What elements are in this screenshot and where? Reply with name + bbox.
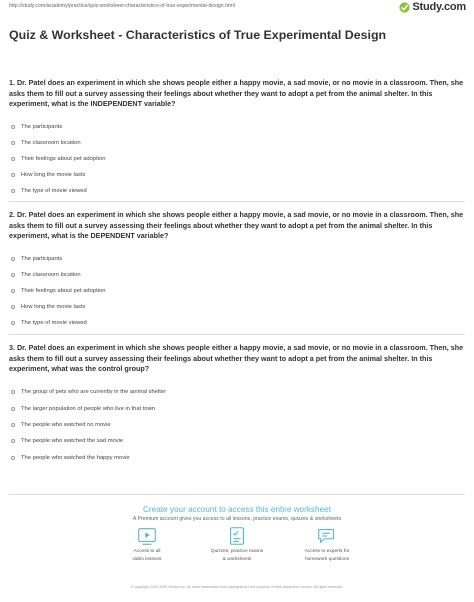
question-text: 3. Dr. Patel does an experiment in which she shows people either a happy movie, a sad movie, or no movie in a classroom. Then, she asks them to fill out a survey assessing their feelings about whether they want to adopt a pet from the animal shelter. In this experiment, what was the control group? [9, 343, 464, 373]
promo-title[interactable]: Create your account to access this entire worksheet [143, 505, 331, 514]
answer-option[interactable]: The type of movie viewed [11, 186, 87, 195]
answer-option[interactable]: The group of pets who are currently in the animal shelter [11, 387, 166, 396]
radio-button[interactable] [11, 439, 15, 443]
answer-option[interactable]: The participants [11, 122, 62, 131]
promo-subtitle: A Premium account gives you access to all lessons, practice exams, quizzes & worksheets [132, 516, 342, 522]
radio-button[interactable] [11, 423, 15, 427]
feature-label: homework questions [305, 557, 349, 562]
radio-button[interactable] [11, 141, 15, 145]
question-1 [9, 78, 465, 110]
feature-label: Quizzes, practice exams [210, 549, 264, 554]
radio-button[interactable] [11, 273, 15, 277]
feature-label: Access to all [133, 549, 161, 554]
page-title: Quiz & Worksheet - Characteristics of True Experimental Design [9, 28, 387, 42]
divider [9, 334, 465, 335]
video-lessons-icon [136, 525, 158, 547]
experts-icon [316, 525, 338, 547]
radio-button[interactable] [11, 289, 15, 293]
answer-option[interactable]: The larger population of people who live in that town [11, 404, 155, 413]
quizzes-icon [226, 525, 248, 547]
answer-option[interactable]: How long the movie lasts [11, 302, 85, 311]
radio-button[interactable] [11, 157, 15, 161]
page-url[interactable]: http://study.com/academy/practice/quiz-worksheet-characteristics-of-true-experimental-design.html [9, 3, 235, 9]
feature-experts [287, 525, 367, 563]
feature-label: & worksheets [222, 557, 252, 562]
study-logo-icon [399, 2, 410, 13]
feature-quizzes [197, 525, 277, 563]
radio-button[interactable] [11, 305, 15, 309]
question-text: 1. Dr. Patel does an experiment in which she shows people either a happy movie, a sad movie, or no movie in a classroom. Then, she asks them to fill out a survey assessing their feelings about whether they want to adopt a pet from the animal shelter. In this experiment, what is the INDEPENDENT variable? [9, 78, 464, 108]
radio-button[interactable] [11, 456, 15, 460]
answer-option[interactable]: The participants [11, 254, 62, 263]
radio-button[interactable] [11, 390, 15, 394]
divider [9, 201, 465, 202]
answer-option[interactable]: Their feelings about pet adoption [11, 154, 105, 163]
radio-button[interactable] [11, 173, 15, 177]
logo-text: Study.com [412, 1, 466, 13]
answer-option[interactable]: The type of movie viewed [11, 318, 87, 327]
question-text: 2. Dr. Patel does an experiment in which she shows people either a happy movie, a sad movie, or no movie in a classroom. Then, she asks them to fill out a survey assessing their feelings about whether they want to adopt a pet from the animal shelter. In this experiment, what is the DEPENDENT variable? [9, 210, 464, 240]
answer-option[interactable]: How long the movie lasts [11, 170, 85, 179]
premium-promo [0, 505, 474, 522]
answer-option[interactable]: The people who watched the happy movie [11, 453, 130, 462]
feature-label: video lessons [132, 557, 162, 562]
question-2 [9, 210, 465, 242]
feature-video-lessons [107, 525, 187, 563]
divider [9, 494, 465, 495]
radio-button[interactable] [11, 257, 15, 261]
radio-button[interactable] [11, 321, 15, 325]
feature-label: Access to experts for [304, 549, 350, 554]
answer-option[interactable]: The classroom location [11, 138, 81, 147]
radio-button[interactable] [11, 125, 15, 129]
top-bar [0, 0, 474, 14]
question-3 [9, 343, 465, 375]
answer-option[interactable]: The people who watched no movie [11, 420, 111, 429]
study-logo[interactable] [399, 1, 466, 13]
answer-option[interactable]: Their feelings about pet adoption [11, 286, 105, 295]
radio-button[interactable] [11, 407, 15, 411]
answer-option[interactable]: The people who watched the sad movie [11, 436, 123, 445]
radio-button[interactable] [11, 189, 15, 193]
answer-option[interactable]: The classroom location [11, 270, 81, 279]
copyright-notice: © copyright 2003-2020 Study.com. All other trademarks and copyrights are the property of their respective owners. All rights reserved. [130, 585, 344, 589]
